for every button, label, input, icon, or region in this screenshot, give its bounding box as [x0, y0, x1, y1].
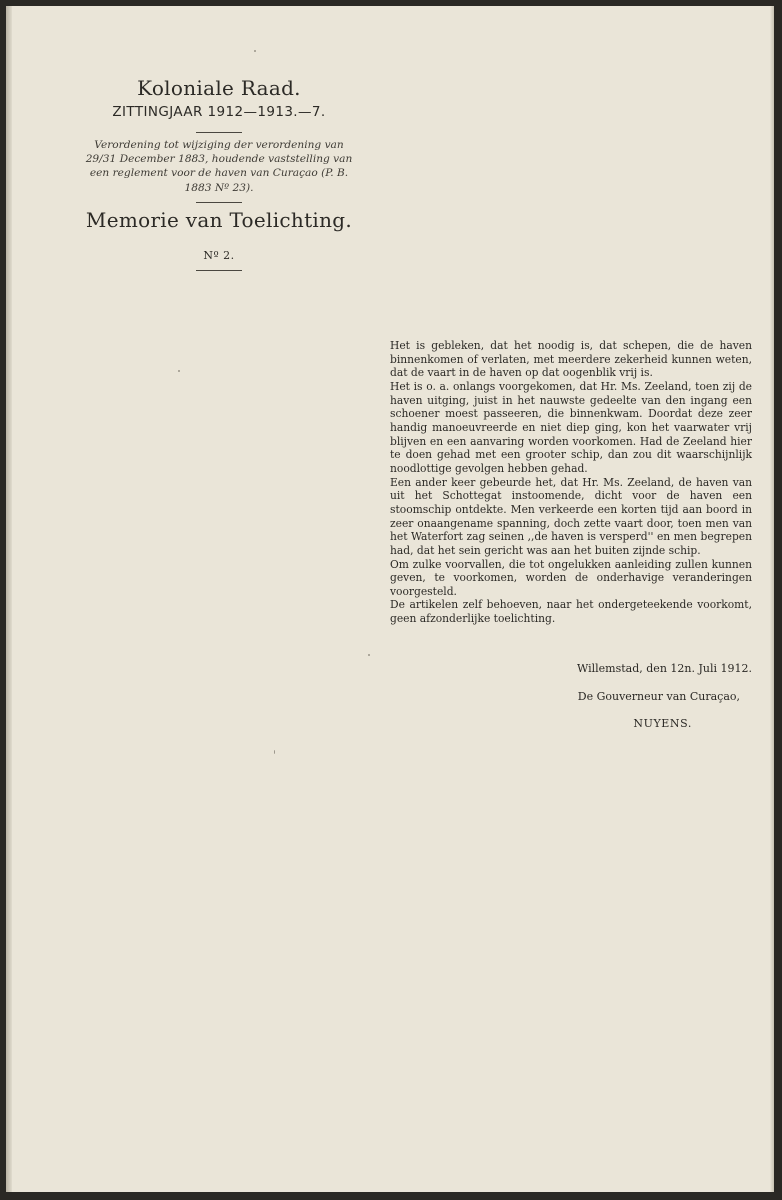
rule-middle	[196, 202, 242, 203]
document-title: Memorie van Toelichting.	[85, 208, 353, 232]
paper-speck	[178, 370, 180, 372]
paragraph-5: De artikelen zelf behoeven, naar het ondergeteekende voorkomt, geen afzonderlijke toelichting.	[390, 598, 752, 626]
paragraph-4: Om zulke voorvallen, die tot ongelukken aanleiding zullen kunnen geven, te voorkomen, worden de onderhavige veranderingen voorgesteld.	[390, 557, 752, 598]
ordinance-subject: Verordening tot wijziging der verordening van 29/31 December 1883, houdende vaststelling van een reglement voor de haven van Curaçao (P. B. 1883 Nº 23).	[85, 139, 353, 194]
governor-name: NUYENS.	[633, 717, 692, 730]
document-number: Nº 2.	[203, 249, 235, 262]
council-title: Koloniale Raad.	[137, 76, 301, 100]
paper-speck	[368, 654, 370, 656]
document-page	[6, 6, 774, 1192]
rule-bottom	[196, 270, 242, 271]
paper-speck	[254, 50, 256, 52]
body-text	[390, 339, 752, 626]
paragraph-1: Het is gebleken, dat het noodig is, dat schepen, die de haven binnenkomen of verlaten, met meerdere zekerheid kunnen weten, dat de vaart in de haven op dat oogenblik vrij is.	[390, 339, 752, 380]
paragraph-2: Het is o. a. onlangs voorgekomen, dat Hr. Ms. Zeeland, toen zij de haven uitging, juist in het nauwste gedeelte van den ingang een schoener moest passeeren, die binnenkwam. Doordat deze zeer handig manoeuvreerde en niet diep ging, kon het vaarwater vrij blijven en een aanvaring worden voorkomen. Had de Zeeland hier te doen gehad met een grooter schip, dan zou dit waarschijnlijk noodlottige gevolgen hebben gehad.	[390, 379, 752, 475]
rule-top	[196, 132, 242, 133]
place-date: Willemstad, den 12n. Juli 1912.	[577, 662, 752, 675]
paragraph-3: Een ander keer gebeurde het, dat Hr. Ms. Zeeland, de haven van uit het Schottegat instoomende, dicht voor de haven een stoomschip ontdekte. Men verkeerde een korten tijd aan boord in zeer onaangename spanning, doch zette vaart door, toen men van het Waterfort zag seinen ,,de haven is versperd'' en men begrepen had, dat het sein gericht was aan het buiten zijnde schip.	[390, 475, 752, 557]
session-line: ZITTINGJAAR 1912—1913.—7.	[112, 104, 326, 120]
paper-speck	[274, 750, 275, 754]
governor-title: De Gouverneur van Curaçao,	[577, 690, 740, 703]
